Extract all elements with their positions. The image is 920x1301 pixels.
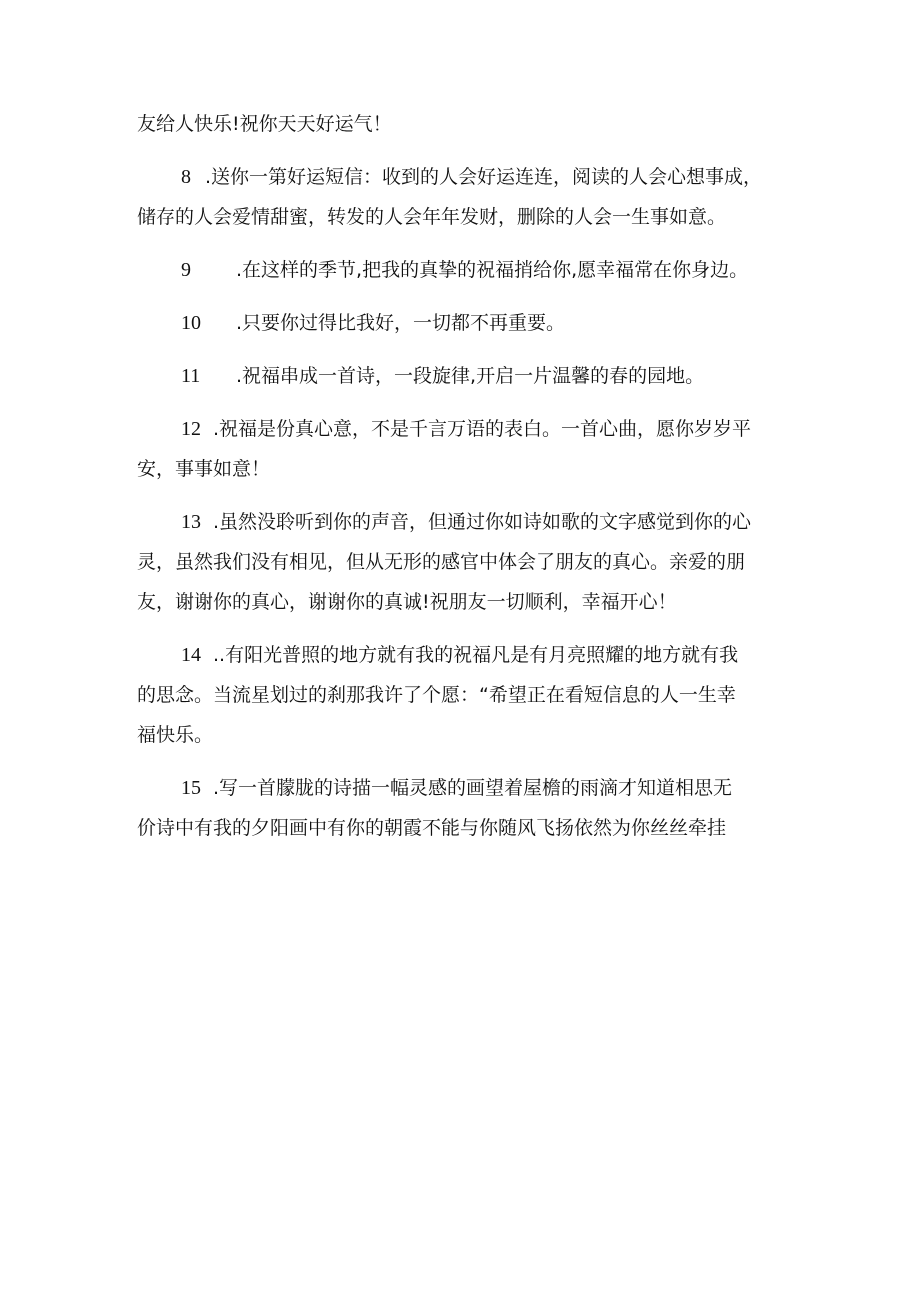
item-text: .只要你过得比我好，一切都不再重要。	[236, 312, 566, 334]
item-number: 9	[181, 259, 191, 281]
item-number: 10	[181, 312, 201, 334]
list-item-15	[137, 768, 797, 808]
text-line: 福快乐。	[137, 724, 214, 746]
text-line: 的思念。当流星划过的刹那我许了个愿：“希望正在看短信息的人一生幸	[137, 684, 736, 706]
item-number: 8	[181, 166, 191, 188]
list-item-8	[137, 157, 797, 197]
list-item-9	[137, 250, 797, 290]
text-line: 价诗中有我的夕阳画中有你的朝霞不能与你随风飞扬依然为你丝丝牵挂	[137, 817, 727, 839]
item-text: .写一首朦胧的诗描一幅灵感的画望着屋檐的雨滴才知道相思无	[213, 777, 733, 799]
item-number: 15	[181, 777, 201, 799]
list-item-11	[137, 356, 797, 396]
item-text: .虽然没聆听到你的声音，但通过你如诗如歌的文字感觉到你的心	[213, 511, 752, 533]
list-item-12	[137, 409, 797, 449]
document-body	[137, 104, 797, 848]
item-number: 11	[181, 365, 201, 387]
item-number: 12	[181, 418, 201, 440]
text-line: 友给人快乐!祝你天天好运气！	[137, 113, 392, 135]
item-text: .祝福是份真心意，不是千言万语的表白。一首心曲，愿你岁岁平	[213, 418, 752, 440]
text-line: 灵，虽然我们没有相见，但从无形的感官中体会了朋友的真心。亲爱的朋	[137, 551, 746, 573]
item-text: .祝福串成一首诗，一段旋律,开启一片温馨的春的园地。	[236, 365, 705, 387]
list-item-14	[137, 635, 797, 675]
item-text: ..有阳光普照的地方就有我的祝福凡是有月亮照耀的地方就有我	[213, 644, 739, 666]
item-number: 14	[181, 644, 201, 666]
list-item-10	[137, 303, 797, 343]
item-text: .送你一第好运短信：收到的人会好运连连，阅读的人会心想事成，	[205, 166, 763, 188]
text-line: 储存的人会爱情甜蜜，转发的人会年年发财，删除的人会一生事如意。	[137, 206, 727, 228]
item-text: .在这样的季节,把我的真挚的祝福捎给你,愿幸福常在你身边。	[236, 259, 749, 281]
item-number: 13	[181, 511, 201, 533]
text-line: 安，事事如意！	[137, 458, 271, 480]
text-line: 友，谢谢你的真心，谢谢你的真诚!祝朋友一切顺利，幸福开心！	[137, 591, 677, 613]
list-item-13	[137, 502, 797, 542]
